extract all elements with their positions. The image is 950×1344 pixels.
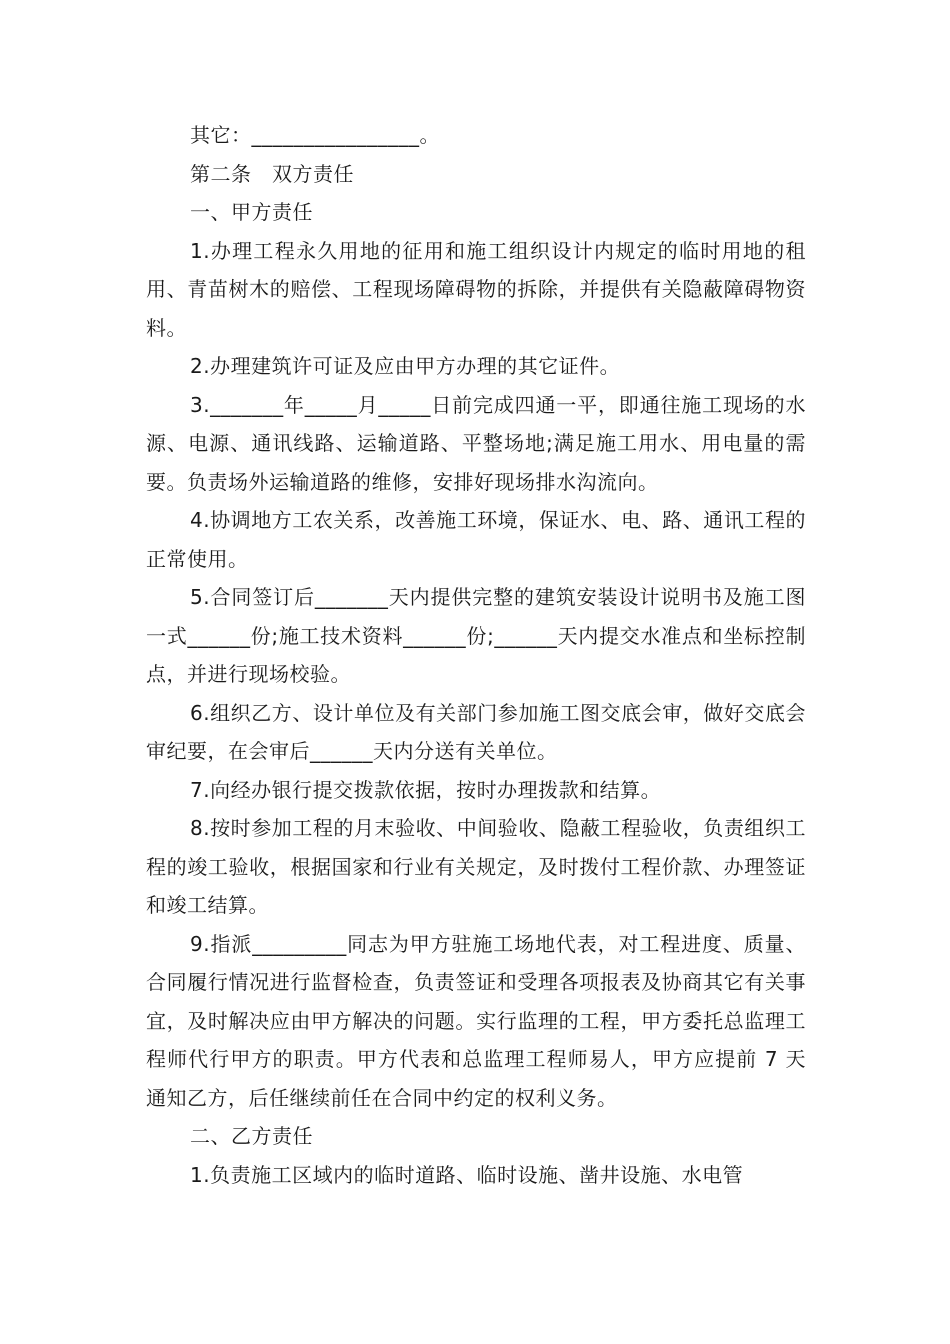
paragraph-other: 其它：________________。 [190, 123, 440, 147]
section-heading-party-a: 一、甲方责任 [190, 200, 313, 224]
paragraph-b1: 1.负责施工区域内的临时道路、临时设施、凿井设施、水电管 [190, 1162, 744, 1187]
paragraph-a5: 5.合同签订后_______天内提供完整的建筑安装设计说明书及施工图一式______份;施工技术资料______份;______天内提交水准点和坐标控制点，并进行现场校验。 [146, 585, 806, 686]
document-body [146, 116, 806, 1194]
paragraph-a7: 7.向经办银行提交拨款依据，按时办理拨款和结算。 [190, 777, 662, 802]
section-heading-party-b: 二、乙方责任 [190, 1124, 313, 1148]
paragraph-a1: 1.办理工程永久用地的征用和施工组织设计内规定的临时用地的租用、青苗树木的赔偿、工程现场障碍物的拆除，并提供有关隐蔽障碍物资料。 [146, 238, 806, 340]
paragraph-a4: 4.协调地方工农关系，改善施工环境，保证水、电、路、通讯工程的正常使用。 [146, 508, 806, 571]
paragraph-a9: 9.指派_________同志为甲方驻施工场地代表，对工程进度、质量、合同履行情况进行监督检查，负责签证和受理各项报表及协商其它有关事宜，及时解决应由甲方解决的问题。实行监理的工程，甲方委托总监理工程师代行甲方的职责。甲方代表和总监理工程师易人，甲方应提前 7 天通知乙方，后任继续前任在合同中约定的权利义务。 [146, 931, 806, 1110]
paragraph-a2: 2.办理建筑许可证及应由甲方办理的其它证件。 [190, 354, 621, 378]
paragraph-a3: 3._______年_____月_____日前完成四通一平，即通往施工现场的水源、电源、通讯线路、运输道路、平整场地;满足施工用水、用电量的需要。负责场外运输道路的维修，安排好现场排水沟流向。 [146, 392, 806, 494]
paragraph-a8: 8.按时参加工程的月末验收、中间验收、隐蔽工程验收，负责组织工程的竣工验收，根据国家和行业有关规定，及时拨付工程价款、办理签证和竣工结算。 [146, 816, 806, 917]
paragraph-a6: 6.组织乙方、设计单位及有关部门参加施工图交底会审，做好交底会审纪要，在会审后______天内分送有关单位。 [146, 700, 806, 763]
article-heading: 第二条 双方责任 [190, 161, 354, 186]
